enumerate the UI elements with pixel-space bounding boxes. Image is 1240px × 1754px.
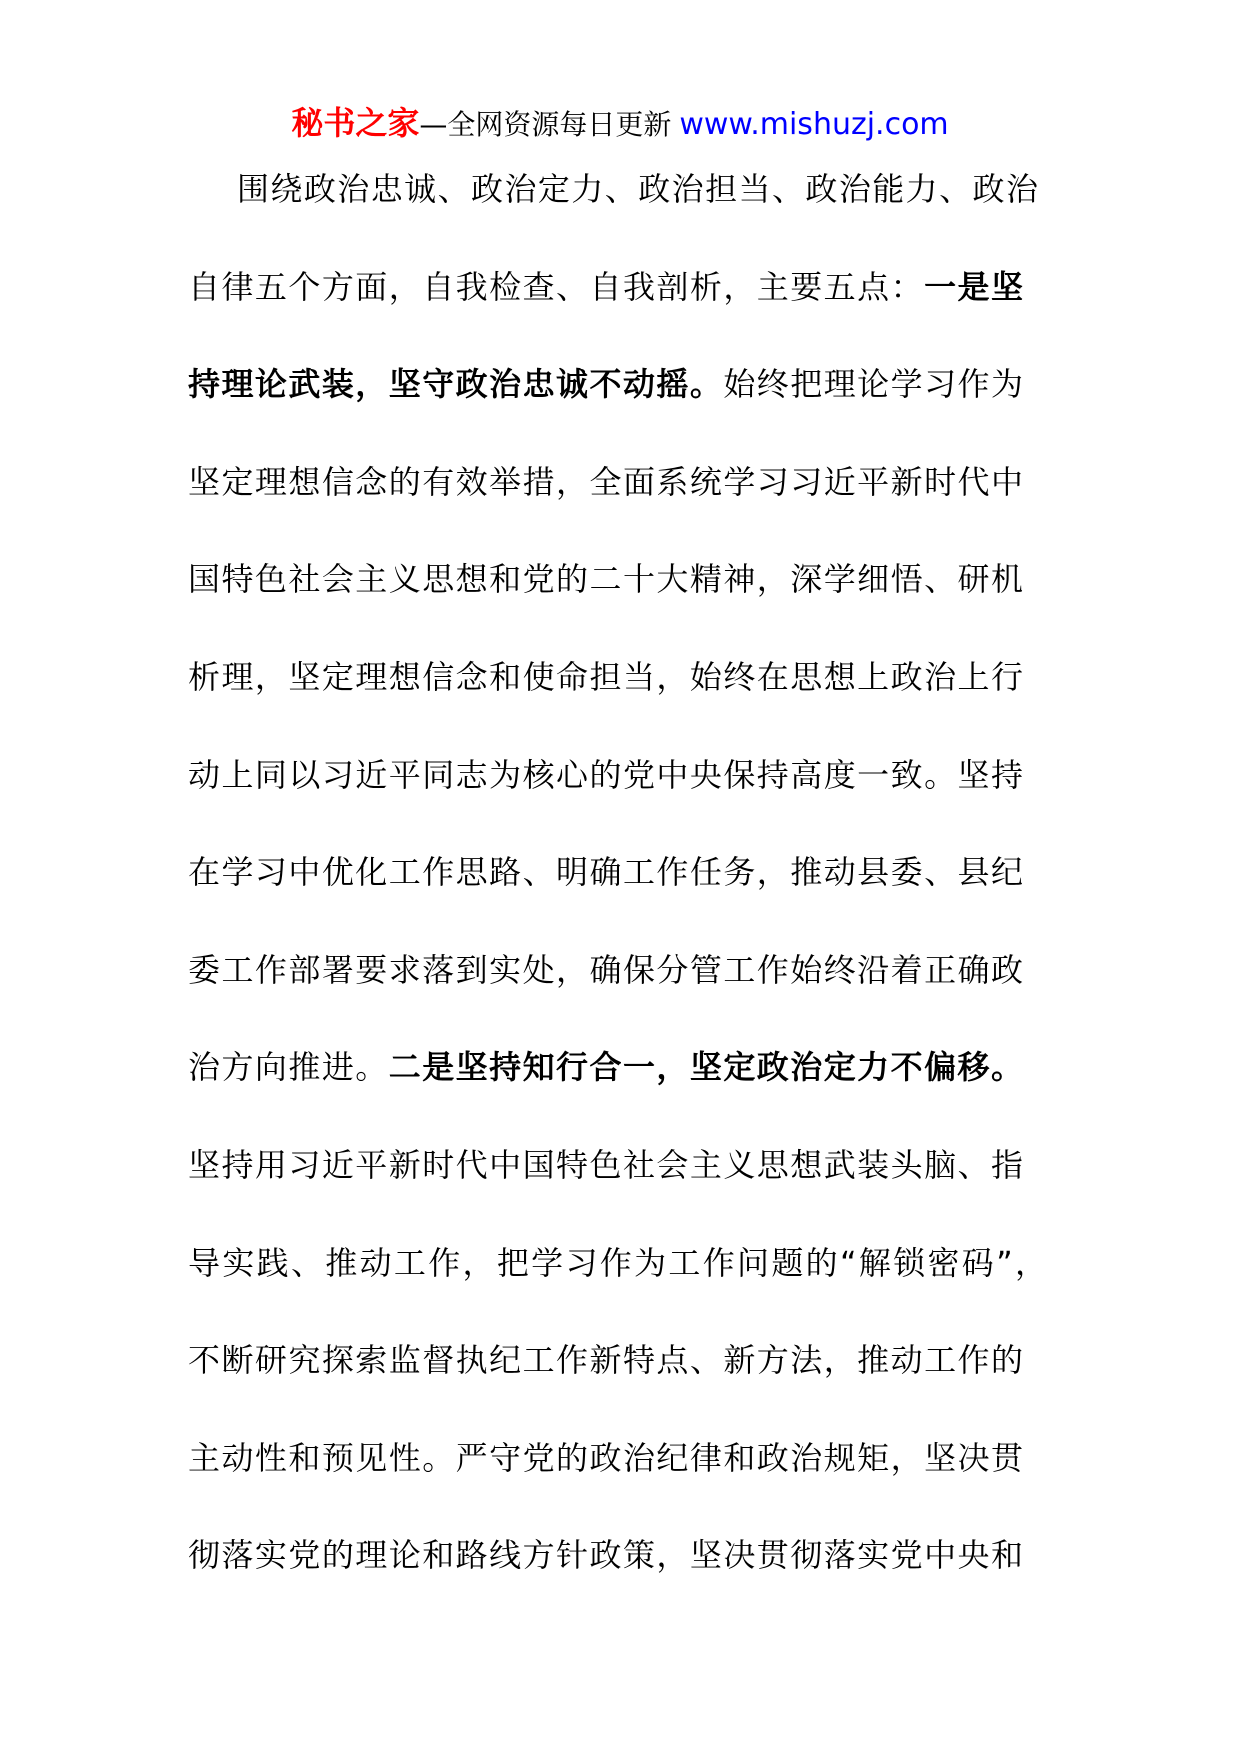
text-segment: 坚持用习近平新时代中国特色社会主义思想武装头脑、指 <box>188 1145 1023 1184</box>
text-line <box>188 1312 1023 1410</box>
text-segment: 在学习中优化工作思路、明确工作任务，推动县委、县纪 <box>188 853 1023 892</box>
text-segment: 主动性和预见性。严守党的政治纪律和政治规矩，坚决贯 <box>188 1438 1023 1477</box>
site-name: 秘书之家 <box>291 104 420 142</box>
text-segment: 委工作部署要求落到实处，确保分管工作始终沿着正确政 <box>188 950 1023 989</box>
text-segment: 动上同以习近平同志为核心的党中央保持高度一致。坚持 <box>188 755 1023 794</box>
text-segment: 坚定理想信念的有效举措，全面系统学习习近平新时代中 <box>188 462 1023 501</box>
text-line <box>188 922 1023 1020</box>
text-segment: 不断研究探索监督执纪工作新特点、新方法，推动工作的 <box>188 1341 1023 1380</box>
text-segment: 导实践、推动工作，把学习作为工作问题的“解锁密码”， <box>188 1243 1047 1282</box>
text-line <box>188 1215 1047 1313</box>
text-line <box>188 1117 1023 1215</box>
text-line <box>188 434 1023 532</box>
text-segment: 始终把理论学习作为 <box>723 365 1023 404</box>
text-line <box>188 1410 1023 1508</box>
bold-heading-segment: 持理论武装，坚守政治忠诚不动摇。 <box>188 365 724 404</box>
text-segment: 围绕政治忠诚、政治定力、政治担当、政治能力、政治 <box>237 170 1038 208</box>
text-segment: 彻落实党的理论和路线方针政策，坚决贯彻落实党中央和 <box>188 1536 1023 1575</box>
site-tagline: —全网资源每日更新 <box>419 108 672 141</box>
text-line <box>188 336 1023 434</box>
site-url-link[interactable]: www.mishuzj.com <box>679 107 949 142</box>
bold-heading-segment: 一是坚 <box>924 267 1023 306</box>
bold-heading-segment: 二是坚持知行合一，坚定政治定力不偏移。 <box>388 1048 1023 1087</box>
text-segment: 治方向推进。 <box>188 1048 389 1087</box>
page-header <box>0 100 1240 146</box>
text-line <box>188 1507 1023 1605</box>
text-line <box>188 239 1023 337</box>
text-line <box>188 824 1023 922</box>
text-line <box>188 629 1023 727</box>
text-segment: 析理，坚定理想信念和使命担当，始终在思想上政治上行 <box>188 657 1023 696</box>
text-line <box>188 727 1023 825</box>
text-segment: 国特色社会主义思想和党的二十大精神，深学细悟、研机 <box>188 560 1023 599</box>
text-line <box>188 1019 1023 1117</box>
text-segment: 自律五个方面，自我检查、自我剖析，主要五点： <box>188 267 925 306</box>
document-body <box>188 141 1047 1605</box>
text-line <box>237 141 1038 239</box>
text-line <box>188 531 1023 629</box>
